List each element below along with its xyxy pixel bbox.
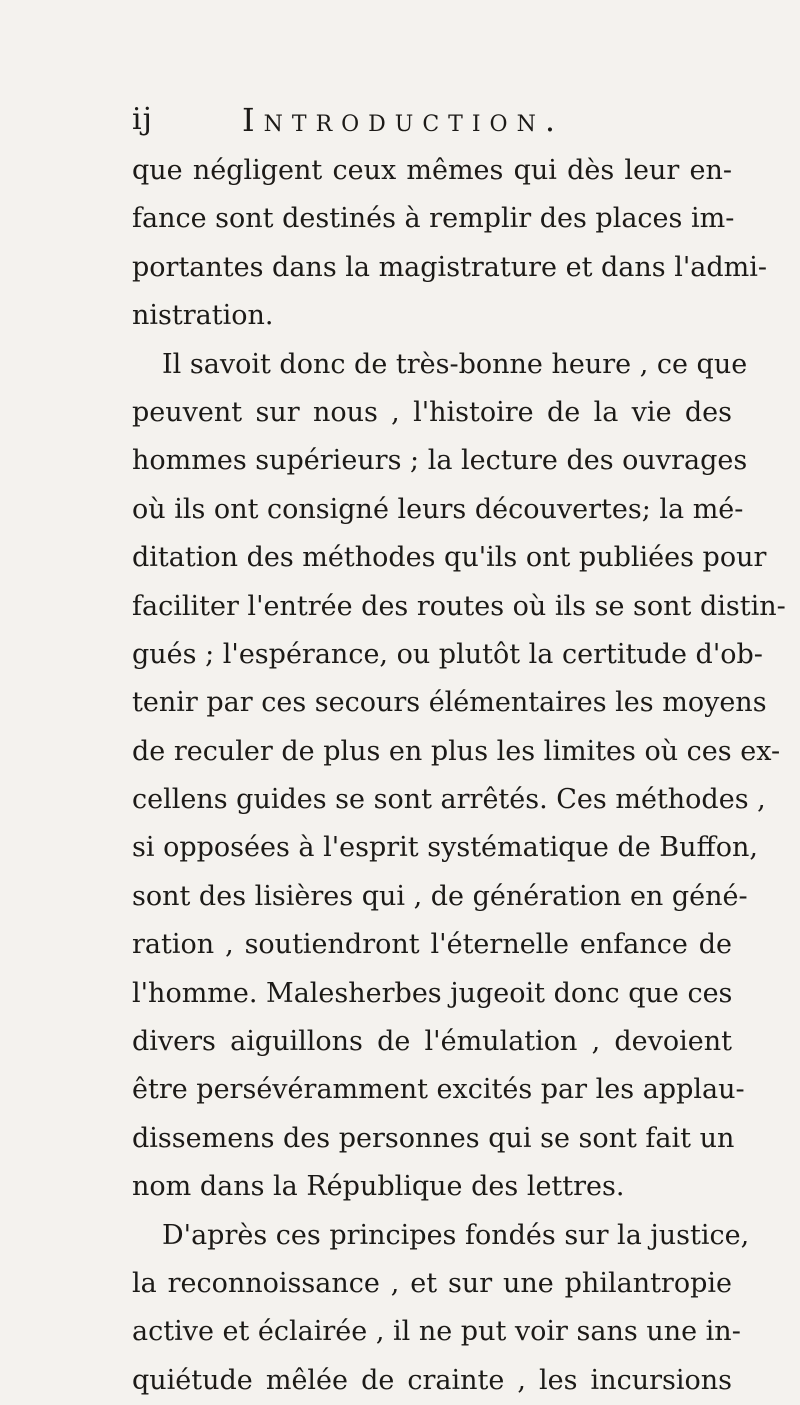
text-line: peuvent sur nous , l'histoire de la vie des xyxy=(132,396,732,428)
body-text xyxy=(132,147,786,1405)
text-line: de reculer de plus en plus les limites où ces ex- xyxy=(132,735,781,767)
text-line: si opposées à l'esprit systématique de Buffon, xyxy=(132,832,758,864)
text-line: D'après ces principes fondés sur la justice, xyxy=(162,1219,750,1251)
text-line: faciliter l'entrée des routes où ils se sont distin- xyxy=(132,590,786,622)
text-line: fance sont destinés à remplir des places im- xyxy=(132,203,735,235)
text-line: la reconnoissance , et sur une philantropie xyxy=(132,1267,732,1299)
text-line: quiétude mêlée de crainte , les incursions xyxy=(132,1364,732,1396)
text-line: gués ; l'espérance, ou plutôt la certitude d'ob- xyxy=(132,638,763,670)
text-line: que négligent ceux mêmes qui dès leur en- xyxy=(132,155,732,186)
text-line: sont des lisières qui , de génération en géné- xyxy=(132,880,748,912)
text-line: être persévéramment excités par les applau- xyxy=(132,1074,745,1106)
text-line: ditation des méthodes qu'ils ont publiées pour xyxy=(132,542,767,574)
text-line: divers aiguillons de l'émulation , devoient xyxy=(132,1026,732,1058)
text-line: dissemens des personnes qui se sont fait un xyxy=(132,1122,735,1154)
running-title: Introduction. xyxy=(242,101,564,139)
paragraph-2 xyxy=(132,341,786,1212)
page-number: ij xyxy=(132,102,153,137)
text-line: Il savoit donc de très-bonne heure , ce que xyxy=(162,348,748,380)
text-line: nom dans la République des lettres. xyxy=(132,1171,625,1203)
paragraph-1 xyxy=(132,147,768,341)
text-line: portantes dans la magistrature et dans l'admi- xyxy=(132,251,768,283)
paragraph-3 xyxy=(132,1212,750,1405)
text-line: l'homme. Malesherbes jugeoit donc que ces xyxy=(132,977,733,1009)
page-header xyxy=(132,100,732,140)
text-line: hommes supérieurs ; la lecture des ouvrages xyxy=(132,445,748,477)
text-line: nistration. xyxy=(132,300,274,332)
text-line: tenir par ces secours élémentaires les moyens xyxy=(132,687,767,719)
text-line: cellens guides se sont arrêtés. Ces méthodes , xyxy=(132,784,766,816)
text-line: où ils ont consigné leurs découvertes; la mé- xyxy=(132,493,744,525)
text-line: active et éclairée , il ne put voir sans une in- xyxy=(132,1316,741,1348)
text-line: ration , soutiendront l'éternelle enfance de xyxy=(132,929,732,961)
